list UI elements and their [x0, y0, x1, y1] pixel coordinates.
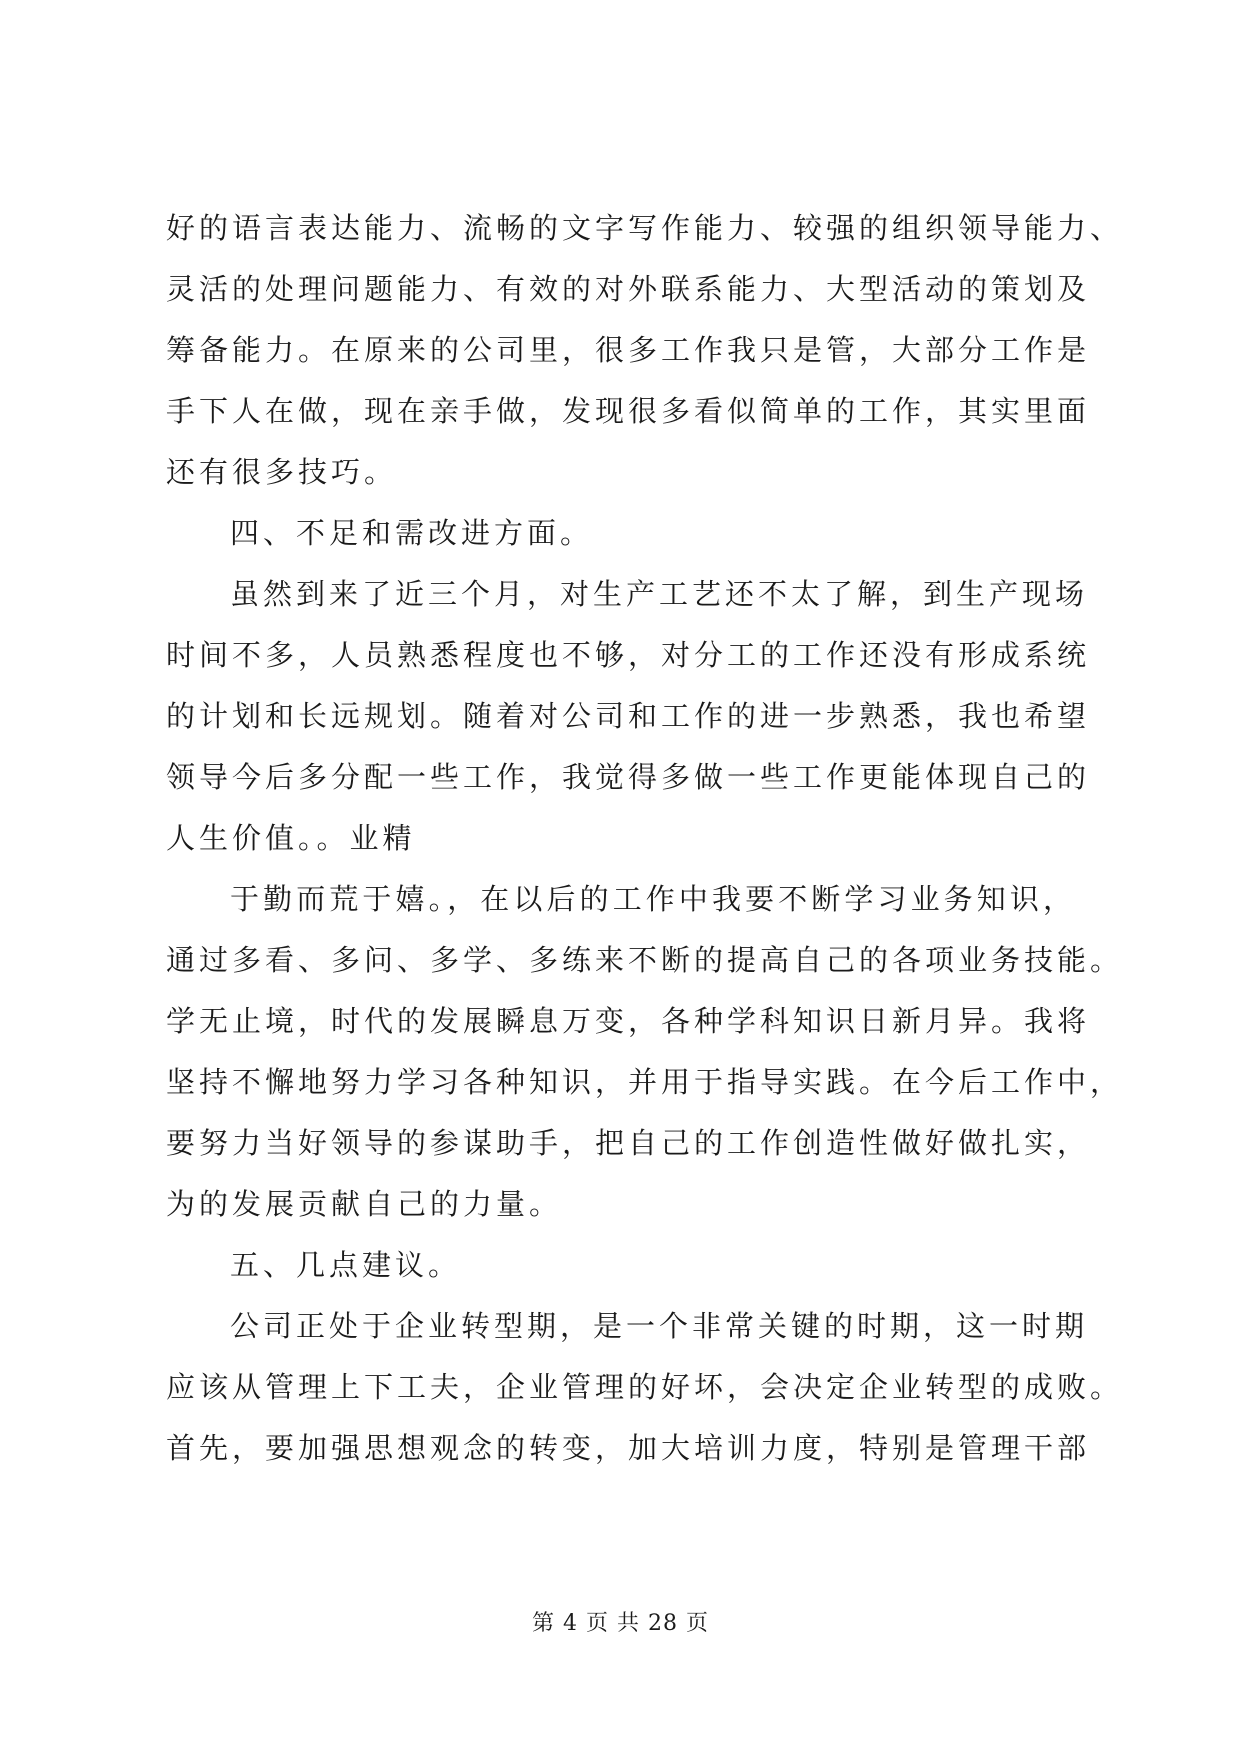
body-line: 筹备能力。在原来的公司里，很多工作我只是管，大部分工作是 — [166, 333, 1091, 367]
page-number-footer: 第 4 页 共 28 页 — [532, 1611, 709, 1636]
body-line: 公司正处于企业转型期，是一个非常关键的时期，这一时期 — [230, 1309, 1089, 1343]
body-line: 虽然到来了近三个月，对生产工艺还不太了解，到生产现场 — [230, 577, 1089, 611]
body-line: 领导今后多分配一些工作，我觉得多做一些工作更能体现自己的 — [166, 760, 1091, 794]
body-line: 好的语言表达能力、流畅的文字写作能力、较强的组织领导能力、 — [166, 211, 1124, 245]
body-line: 手下人在做，现在亲手做，发现很多看似简单的工作，其实里面 — [166, 394, 1091, 428]
body-line: 时间不多，人员熟悉程度也不够，对分工的工作还没有形成系统 — [166, 638, 1091, 672]
section-heading: 四、不足和需改进方面。 — [230, 516, 594, 550]
body-line: 坚持不懈地努力学习各种知识，并用于指导实践。在今后工作中， — [166, 1065, 1124, 1099]
body-line: 首先，要加强思想观念的转变，加大培训力度，特别是管理干部 — [166, 1431, 1091, 1465]
body-line: 灵活的处理问题能力、有效的对外联系能力、大型活动的策划及 — [166, 272, 1091, 306]
body-line: 为的发展贡献自己的力量。 — [166, 1187, 563, 1221]
body-line: 通过多看、多问、多学、多练来不断的提高自己的各项业务技能。 — [166, 943, 1124, 977]
body-line: 要努力当好领导的参谋助手，把自己的工作创造性做好做扎实， — [166, 1126, 1091, 1160]
body-line: 于勤而荒于嬉。，在以后的工作中我要不断学习业务知识， — [230, 882, 1076, 916]
body-line: 人生价值。。业精 — [166, 821, 416, 855]
body-line: 还有很多技巧。 — [166, 455, 398, 489]
body-line: 的计划和长远规划。随着对公司和工作的进一步熟悉，我也希望 — [166, 699, 1091, 733]
section-heading: 五、几点建议。 — [230, 1248, 462, 1282]
body-line: 学无止境，时代的发展瞬息万变，各种学科知识日新月异。我将 — [166, 1004, 1091, 1038]
body-line: 应该从管理上下工夫，企业管理的好坏，会决定企业转型的成败。 — [166, 1370, 1124, 1404]
